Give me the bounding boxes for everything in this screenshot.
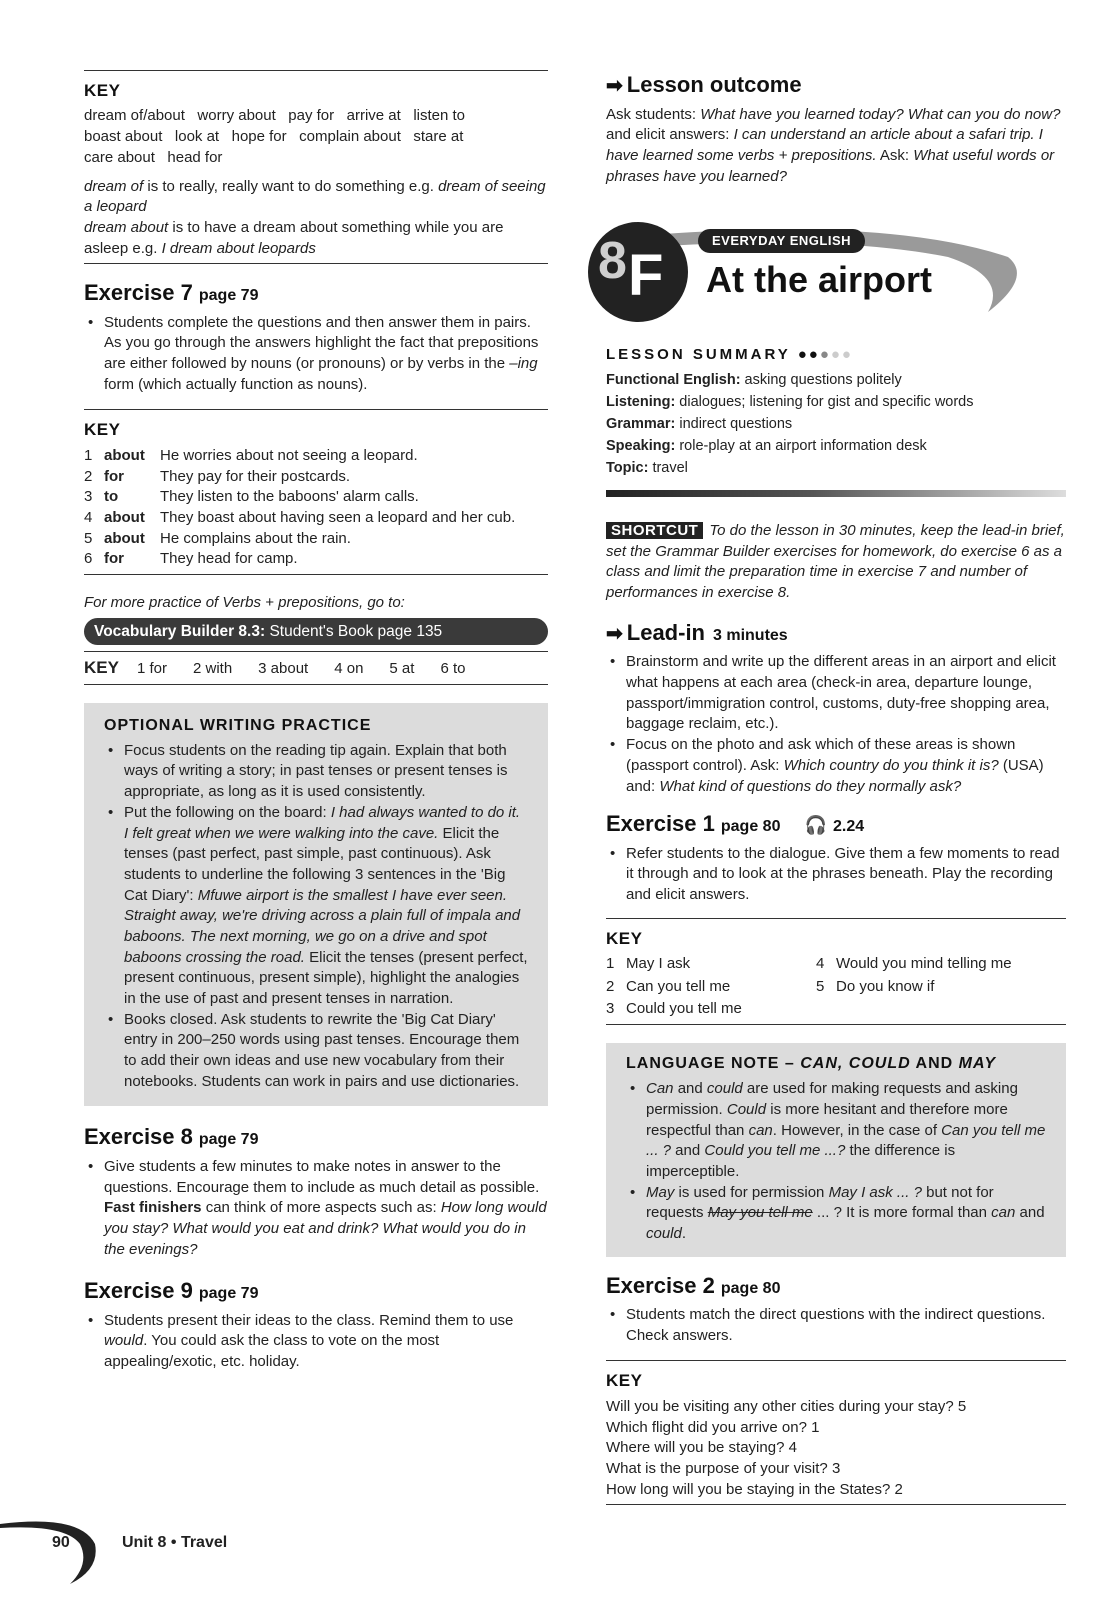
key-inline-item: 5 at — [389, 660, 415, 678]
key-answer-item — [606, 999, 816, 1020]
summary-line — [606, 414, 1066, 434]
box-heading: OPTIONAL WRITING PRACTICE — [104, 716, 372, 734]
optional-writing-practice-box — [84, 703, 548, 1107]
exercise-9-bullets — [84, 1311, 548, 1373]
bullet-item — [104, 803, 528, 1010]
t: could — [706, 1080, 743, 1098]
bullet-text: Which country do you think it is? — [783, 756, 999, 774]
t: and — [1015, 1204, 1045, 1222]
text: and elicit answers: — [606, 126, 734, 144]
exercise-title: Exercise 9 — [84, 1278, 193, 1304]
summary-text: role-play at an airport information desk — [675, 438, 927, 455]
language-note-bullets — [626, 1079, 1046, 1245]
key-inline-item: 2 with — [192, 660, 233, 678]
key-label: KEY — [84, 658, 119, 678]
answer-number: 5 — [816, 977, 825, 995]
lesson-summary-heading — [606, 345, 1066, 366]
key-answer-row — [84, 467, 548, 488]
summary-line — [606, 370, 1066, 390]
exercise-page: page 79 — [198, 1285, 259, 1303]
language-note-box — [606, 1043, 1066, 1257]
key-inline-items — [137, 659, 466, 680]
key-inline-item: 3 about — [258, 660, 309, 678]
t: and — [671, 1142, 705, 1160]
everyday-english-tag: EVERYDAY ENGLISH — [698, 229, 865, 253]
key-heading: KEY — [606, 928, 643, 948]
answer-number: 3 — [84, 488, 93, 506]
lead-in-heading — [606, 618, 1066, 649]
key-heading: KEY — [606, 1371, 643, 1391]
bullet-text: –ing — [509, 355, 538, 372]
unit-label: Unit 8 • Travel — [122, 1534, 228, 1551]
practice-note: For more practice of Verbs + prepositions, go to: — [84, 593, 405, 611]
t: the difference is imperceptible. — [646, 1142, 956, 1180]
divider — [84, 574, 548, 575]
exercise-page: page 80 — [720, 818, 781, 836]
t: but not for requests — [646, 1183, 994, 1222]
lesson-outcome-text — [606, 105, 1066, 188]
t: . — [681, 1225, 687, 1243]
key-answer-item — [816, 954, 1026, 975]
key-words-line: dream of/about worry about pay for arrive at listen to — [84, 107, 466, 125]
heading-text: Lead-in — [626, 619, 705, 645]
divider — [606, 1360, 1066, 1361]
exercise-1-bullets — [606, 844, 1066, 906]
vocabulary-builder-bar — [84, 618, 548, 645]
shortcut-tag: SHORTCUT — [606, 522, 703, 539]
exercise-title: Exercise 8 — [84, 1124, 193, 1150]
t: Could — [726, 1100, 767, 1118]
bullet-item: • Students match the direct questions with the indirect questions. Check answers. — [606, 1305, 1066, 1346]
answer-text: May I ask — [626, 955, 691, 973]
t: Could you tell me ...? — [704, 1142, 846, 1160]
example: I dream about leopards — [161, 239, 316, 257]
t: Can — [646, 1080, 674, 1098]
lead-in-time: 3 minutes — [713, 626, 788, 644]
bullet-item — [626, 1183, 1046, 1245]
t: May I ask ... ? — [828, 1183, 922, 1201]
text: I can understand an article about a safari trip. I have learned some verbs + prepositions. — [606, 126, 1043, 164]
exercise-2-heading — [606, 1271, 1066, 1301]
shortcut-note — [606, 521, 1066, 604]
t: May you tell me — [707, 1204, 813, 1222]
summary-label: Topic: — [606, 460, 649, 477]
exercise-2-bullets — [606, 1305, 1066, 1346]
t: are used for making requests and asking permission. — [646, 1080, 1018, 1118]
t: Can you tell me ... ? — [646, 1121, 1046, 1160]
divider — [84, 263, 548, 264]
t: . However, in the case of — [772, 1121, 942, 1139]
page-number: 90 — [52, 1534, 70, 1551]
key-answer-row — [84, 549, 548, 570]
unit-badge — [588, 222, 688, 322]
term: dream of — [84, 177, 144, 195]
t: May — [646, 1183, 675, 1201]
bullet-item — [626, 1079, 1046, 1182]
exercise-page: page 79 — [198, 287, 259, 305]
summary-text: indirect questions — [675, 416, 793, 433]
page-footer — [0, 1524, 400, 1584]
bullet-text: Fast finishers — [104, 1199, 202, 1217]
divider — [606, 1504, 1066, 1505]
summary-divider-bar — [606, 490, 1066, 497]
exercise-7-bullets — [84, 313, 548, 396]
key-answer-list — [84, 446, 548, 570]
term: dream about — [84, 218, 169, 236]
key-heading: KEY — [84, 81, 121, 100]
exercise-title: Exercise 2 — [606, 1272, 715, 1298]
heading-text: CAN, COULD — [800, 1055, 911, 1073]
answer-number: 4 — [816, 955, 825, 973]
bullet-text: Put the following on the board: — [124, 803, 331, 821]
key-answer-line: Will you be visiting any other cities during your stay? 5 — [606, 1397, 967, 1415]
difficulty-dots-icon: ●●●●● — [797, 346, 853, 364]
t: ... ? It is more formal than — [812, 1204, 992, 1222]
key-answer-line: Which flight did you arrive on? 1 — [606, 1418, 820, 1436]
heading-text: LESSON SUMMARY — [606, 346, 791, 364]
text: What have you learned today? What can you do now? — [700, 105, 1061, 123]
definition-dream-about — [84, 218, 548, 259]
key-answer-item — [606, 977, 816, 998]
key-inline-answers — [84, 652, 548, 684]
lesson-summary-list — [606, 370, 1066, 478]
left-column — [84, 70, 548, 1373]
answer-number: 3 — [606, 1000, 615, 1018]
exercise-8-heading — [84, 1122, 548, 1152]
bullet-text: Students present their ideas to the class. Remind them to use — [104, 1311, 514, 1329]
bullet-text: Mfuwe airport is the smallest I have ever seen. Straight away, we're driving across a plain full of impala and baboons. The next morning, we go on a drive and spot baboons crossing the road. — [124, 886, 521, 966]
answer-text: Would you mind telling me — [836, 955, 1012, 973]
bullet-item: • Focus students on the reading tip again. Explain that both ways of writing a story; in past tenses or present tenses is appropriate, as long as it is used consistently. — [104, 741, 528, 803]
key-answer-lines — [606, 1397, 1066, 1500]
arrow-right-icon: ➡ — [606, 622, 623, 645]
heading-text: Lesson outcome — [626, 72, 802, 97]
t: is more hesitant and therefore more respectful than — [646, 1100, 1008, 1139]
heading-text: AND — [910, 1055, 959, 1073]
answer-sentence: He complains about the rain. — [160, 529, 351, 547]
text: Ask: — [876, 146, 914, 164]
t: is used for permission — [674, 1183, 829, 1201]
answer-sentence: He worries about not seeing a leopard. — [160, 446, 418, 464]
summary-line — [606, 392, 1066, 412]
exercise-8-bullets — [84, 1157, 548, 1260]
divider — [606, 1024, 1066, 1025]
summary-text: travel — [648, 460, 688, 477]
bullet-text: form (which actually function as nouns). — [104, 375, 368, 393]
unit-number: 8 — [598, 232, 627, 291]
answer-number: 2 — [606, 977, 615, 995]
summary-line — [606, 436, 1066, 456]
bullet-text: would — [104, 1332, 144, 1350]
heading-text: LANGUAGE NOTE – — [626, 1055, 801, 1073]
t: can — [991, 1204, 1016, 1222]
exercise-page: page 80 — [720, 1279, 781, 1297]
answer-word: about — [104, 529, 145, 547]
key-answer-line: What is the purpose of your visit? 3 — [606, 1459, 841, 1477]
vocab-bar-label: Vocabulary Builder 8.3: — [94, 622, 266, 640]
answer-sentence: They boast about having seen a leopard and her cub. — [160, 508, 516, 526]
shortcut-text: To do the lesson in 30 minutes, keep the lead-in brief, set the Grammar Builder exercises for homework, do exercise 6 as a class and limit the preparation time in exercise 7 and number of performances in exercise 8. — [606, 522, 1065, 602]
unit-banner — [588, 217, 1038, 327]
summary-label: Listening: — [606, 394, 676, 411]
writing-bullets — [104, 741, 528, 1093]
exercise-7-heading — [84, 278, 548, 308]
summary-label: Grammar: — [606, 416, 676, 433]
bullet-text: I had always wanted to do it. I felt great when we were walking into the cave. — [124, 803, 521, 842]
bullet-text: How long would you stay? What would you eat and drink? What would you do in the evenings? — [104, 1199, 547, 1258]
bullet-text: Focus on the photo and ask which of these areas is shown (passport control). Ask: — [626, 736, 1016, 774]
bullet-text: Elicit the tenses (past perfect, past simple, past continuous). Ask students to underline the following 3 sentences in the 'Big Cat Diary': — [124, 824, 506, 904]
bullet-item: • Books closed. Ask students to rewrite the 'Big Cat Diary' entry in 200–250 words using past tenses. Encourage them to add their own ideas and use new vocabulary from their notebooks. Students can work in pairs and use dictionaries. — [104, 1010, 528, 1093]
answer-number: 2 — [84, 467, 93, 485]
lead-in-bullets — [606, 652, 1066, 797]
bullet-text: Students complete the questions and then answer them in pairs. As you go through the answers highlight the fact that prepositions are either followed by nouns (or pronouns) or by verbs in the — [104, 313, 539, 372]
answer-word: about — [104, 508, 145, 526]
key-answer-row — [84, 487, 548, 508]
answer-word: for — [104, 550, 124, 568]
key-answer-line: Where will you be staying? 4 — [606, 1439, 797, 1457]
key-answer-row — [84, 508, 548, 529]
exercise-title: Exercise 1 — [606, 811, 715, 837]
exercise-page: page 79 — [198, 1131, 259, 1149]
key-heading: KEY — [84, 420, 121, 440]
bullet-item — [84, 1311, 548, 1373]
key-answer-item — [606, 954, 816, 975]
text: What useful words or phrases have you learned? — [606, 146, 1055, 185]
definition-text: is to have a dream about something while you are asleep e.g. — [84, 218, 504, 257]
bullet-text: Elicit the tenses (present perfect, present continuous, present simple), highlight the analogies in the use of past and present tenses in narration. — [124, 948, 528, 1008]
bullet-item — [84, 313, 548, 396]
answer-text: Do you know if — [836, 977, 935, 995]
key-answer-row — [84, 446, 548, 467]
arrow-right-icon: ➡ — [606, 75, 623, 97]
example: dream of seeing a leopard — [84, 177, 546, 216]
answer-sentence: They listen to the baboons' alarm calls. — [160, 488, 419, 506]
right-column — [598, 70, 1066, 1505]
key-answer-item — [816, 977, 1026, 998]
divider — [84, 409, 548, 410]
answer-text: Can you tell me — [626, 977, 731, 995]
heading-text: MAY — [958, 1055, 997, 1073]
divider — [606, 918, 1066, 919]
key-words-line: care about head for — [84, 148, 223, 166]
key-answer-line: How long will you be staying in the States? 2 — [606, 1480, 903, 1498]
answer-word: for — [104, 467, 124, 485]
vocab-bar-text: Student's Book page 135 — [265, 622, 443, 640]
bullet-text: can think of more aspects such as: — [201, 1199, 441, 1217]
summary-label: Speaking: — [606, 438, 676, 455]
box-heading — [626, 1053, 1046, 1075]
answer-number: 6 — [84, 550, 93, 568]
answer-word: to — [104, 488, 119, 506]
bullet-text: . You could ask the class to vote on the most appealing/exotic, etc. holiday. — [104, 1332, 440, 1370]
t: could — [646, 1225, 682, 1243]
answer-number: 1 — [84, 446, 93, 464]
key-answer-row — [84, 529, 548, 550]
key-words-line: boast about look at hope for complain about stare at — [84, 128, 464, 146]
answer-number: 1 — [606, 955, 615, 973]
definition-text: is to really, really want to do something e.g. — [143, 177, 439, 195]
answer-word: about — [104, 446, 145, 464]
t: can — [748, 1121, 773, 1139]
divider — [84, 684, 548, 685]
bullet-item — [84, 1157, 548, 1260]
summary-line — [606, 458, 1066, 478]
audio-track: 2.24 — [833, 818, 865, 836]
bullet-text: What kind of questions do they normally ask? — [659, 777, 962, 795]
key-inline-item: 1 for — [136, 660, 167, 678]
bullet-item: • Brainstorm and write up the different areas in an airport and elicit what happens at each area (check-in area, departure lounge, passport/immigration control, customs, duty-free shopping area, baggage reclaim, etc.). — [606, 652, 1066, 735]
key-inline-item: 4 on — [334, 660, 364, 678]
exercise-9-heading — [84, 1276, 548, 1306]
summary-text: dialogues; listening for gist and specific words — [675, 394, 974, 411]
answer-sentence: They pay for their postcards. — [160, 467, 351, 485]
key-inline-item: 6 to — [440, 660, 466, 678]
answer-number: 4 — [84, 508, 93, 526]
lesson-title: At the airport — [706, 259, 933, 301]
summary-text: asking questions politely — [740, 372, 902, 389]
answer-sentence: They head for camp. — [160, 550, 298, 568]
answer-text: Could you tell me — [626, 1000, 742, 1018]
unit-letter: F — [628, 243, 664, 309]
bullet-text: Give students a few minutes to make notes in answer to the questions. Encourage them to include as much detail as possible. — [104, 1157, 540, 1196]
text: Ask students: — [606, 105, 701, 123]
bullet-item — [606, 735, 1066, 797]
exercise-title: Exercise 7 — [84, 280, 193, 306]
bullet-item: • Refer students to the dialogue. Give them a few moments to read it through and to look at the phrases beneath. Play the recording and elicit answers. — [606, 844, 1066, 906]
exercise-1-heading — [606, 809, 1066, 839]
answer-number: 5 — [84, 529, 93, 547]
bullet-text: (USA) and: — [626, 756, 1044, 795]
summary-label: Functional English: — [606, 372, 741, 389]
key-answer-grid — [606, 954, 1066, 1020]
headphones-icon: 🎧 — [804, 815, 828, 836]
lesson-outcome-heading — [606, 70, 1066, 101]
divider — [84, 70, 548, 71]
definition-dream-of — [84, 177, 548, 218]
t: and — [673, 1080, 707, 1098]
